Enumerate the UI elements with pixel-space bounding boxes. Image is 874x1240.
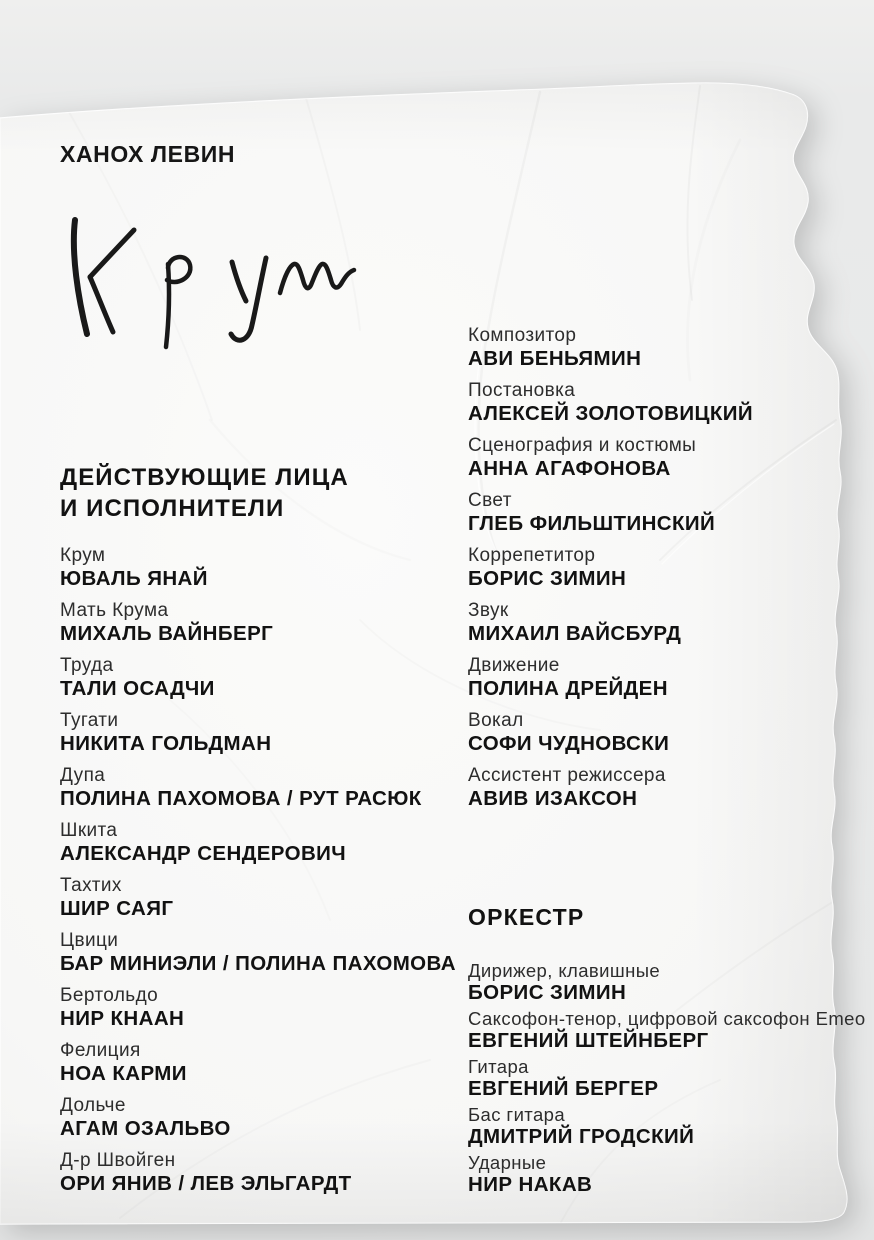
orchestra-entry — [468, 1105, 860, 1148]
credit-role-label: Звук — [468, 600, 509, 621]
performer-name: ШИР САЯГ — [60, 897, 174, 920]
instrument-label: Саксофон-тенор, цифровой саксофон Emeo — [468, 1008, 866, 1029]
character-role-label: Тахтих — [60, 875, 122, 896]
instrument-label: Дирижер, клавишные — [468, 960, 661, 981]
letter-u-left-stroke — [232, 262, 246, 301]
character-role-label: Фелиция — [60, 1040, 141, 1061]
credits-section — [468, 325, 860, 820]
instrument-label: Бас гитара — [468, 1104, 566, 1125]
musician-name: ДМИТРИЙ ГРОДСКИЙ — [468, 1125, 695, 1148]
musician-name: ЕВГЕНИЙ БЕРГЕР — [468, 1077, 659, 1100]
credit-entry — [468, 655, 860, 701]
character-role-label: Крум — [60, 545, 106, 566]
musician-name: НИР НАКАВ — [468, 1173, 593, 1196]
cast-entry — [60, 765, 452, 811]
orchestra-entry — [468, 1008, 866, 1052]
credit-role-label: Вокал — [468, 710, 524, 731]
performer-name: ТАЛИ ОСАДЧИ — [60, 677, 215, 700]
performer-name: БАР МИНИЭЛИ / ПОЛИНА ПАХОМОВА — [60, 952, 456, 975]
letter-k-lower-arm-stroke — [90, 277, 113, 332]
cast-entry — [60, 545, 452, 591]
credit-role-label: Ассистент режиссера — [468, 765, 666, 786]
orchestra-section — [468, 904, 866, 1201]
cast-entry — [60, 820, 452, 866]
performer-name: АГАМ ОЗАЛЬВО — [60, 1117, 231, 1140]
performer-name: АЛЕКСАНДР СЕНДЕРОВИЧ — [60, 842, 347, 865]
credit-entry — [468, 710, 860, 756]
character-role-label: Мать Крума — [60, 600, 169, 621]
letter-k-stem-stroke — [74, 220, 87, 334]
credit-person-name: ГЛЕБ ФИЛЬШТИНСКИЙ — [468, 512, 716, 535]
performer-name: НИКИТА ГОЛЬДМАН — [60, 732, 272, 755]
credit-entry — [468, 490, 860, 536]
orchestra-entry — [468, 961, 860, 1004]
cast-heading-line1: ДЕЙСТВУЮЩИЕ ЛИЦА — [60, 464, 349, 491]
credit-entry — [468, 325, 860, 371]
musician-name: ЕВГЕНИЙ ШТЕЙНБЕРГ — [468, 1029, 709, 1052]
credit-person-name: ПОЛИНА ДРЕЙДЕН — [468, 677, 668, 700]
cast-entry — [60, 655, 452, 701]
credit-role-label: Сценография и костюмы — [468, 435, 697, 456]
cast-section — [60, 462, 456, 1205]
cast-heading — [60, 462, 452, 524]
credit-role-label: Композитор — [468, 325, 577, 346]
author-name: ХАНОХ ЛЕВИН — [60, 141, 236, 167]
credit-person-name: АННА АГАФОНОВА — [468, 457, 671, 480]
cast-entry — [60, 1095, 452, 1141]
cast-entry — [60, 710, 452, 756]
credit-person-name: АВИ БЕНЬЯМИН — [468, 347, 642, 370]
credit-entry — [468, 380, 860, 426]
credit-entry — [468, 765, 860, 811]
character-role-label: Тугати — [60, 710, 119, 731]
musician-name: БОРИС ЗИМИН — [468, 981, 627, 1004]
character-role-label: Бертольдо — [60, 985, 159, 1006]
performer-name: НОА КАРМИ — [60, 1062, 187, 1085]
cast-entry — [60, 600, 452, 646]
instrument-label: Гитара — [468, 1056, 529, 1077]
performer-name: ПОЛИНА ПАХОМОВА / РУТ РАСЮК — [60, 787, 422, 810]
credits-list — [468, 325, 860, 811]
cast-entry — [60, 1150, 452, 1196]
character-role-label: Труда — [60, 655, 114, 676]
instrument-label: Ударные — [468, 1152, 547, 1173]
cast-heading-line2: И ИСПОЛНИТЕЛИ — [60, 495, 285, 522]
title-brush-strokes — [74, 220, 354, 347]
letter-m-stroke — [280, 264, 354, 293]
credit-entry — [468, 435, 860, 481]
performer-name: МИХАЛЬ ВАЙНБЕРГ — [60, 622, 274, 645]
credit-person-name: МИХАИЛ ВАЙСБУРД — [468, 622, 682, 645]
orchestra-heading: ОРКЕСТР — [468, 904, 585, 930]
orchestra-list — [468, 960, 866, 1196]
cast-entry — [60, 875, 452, 921]
credit-entry — [468, 600, 860, 646]
performer-name: ОРИ ЯНИВ / ЛЕВ ЭЛЬГАРДТ — [60, 1172, 352, 1195]
credit-role-label: Свет — [468, 490, 512, 511]
orchestra-entry — [468, 1057, 860, 1100]
character-role-label: Дольче — [60, 1095, 126, 1116]
cast-entry — [60, 1040, 452, 1086]
performer-name: НИР КНААН — [60, 1007, 185, 1030]
credit-person-name: АВИВ ИЗАКСОН — [468, 787, 638, 810]
cast-entry — [60, 930, 456, 976]
letter-r-stem-stroke — [166, 264, 169, 347]
credit-person-name: СОФИ ЧУДНОВСКИ — [468, 732, 670, 755]
credit-role-label: Коррепетитор — [468, 545, 596, 566]
credit-person-name: БОРИС ЗИМИН — [468, 567, 627, 590]
cast-list — [60, 545, 456, 1196]
character-role-label: Шкита — [60, 820, 118, 841]
character-role-label: Цвици — [60, 930, 119, 951]
cast-entry — [60, 985, 452, 1031]
title-handwritten-krum — [38, 198, 383, 353]
character-role-label: Д-р Швойген — [60, 1150, 176, 1171]
credit-role-label: Постановка — [468, 380, 576, 401]
orchestra-entry — [468, 1153, 860, 1196]
letter-k-upper-arm-stroke — [90, 230, 134, 277]
character-role-label: Дупа — [60, 765, 106, 786]
credit-role-label: Движение — [468, 655, 560, 676]
credit-entry — [468, 545, 860, 591]
performer-name: ЮВАЛЬ ЯНАЙ — [60, 567, 208, 590]
credit-person-name: АЛЕКСЕЙ ЗОЛОТОВИЦКИЙ — [468, 402, 754, 425]
